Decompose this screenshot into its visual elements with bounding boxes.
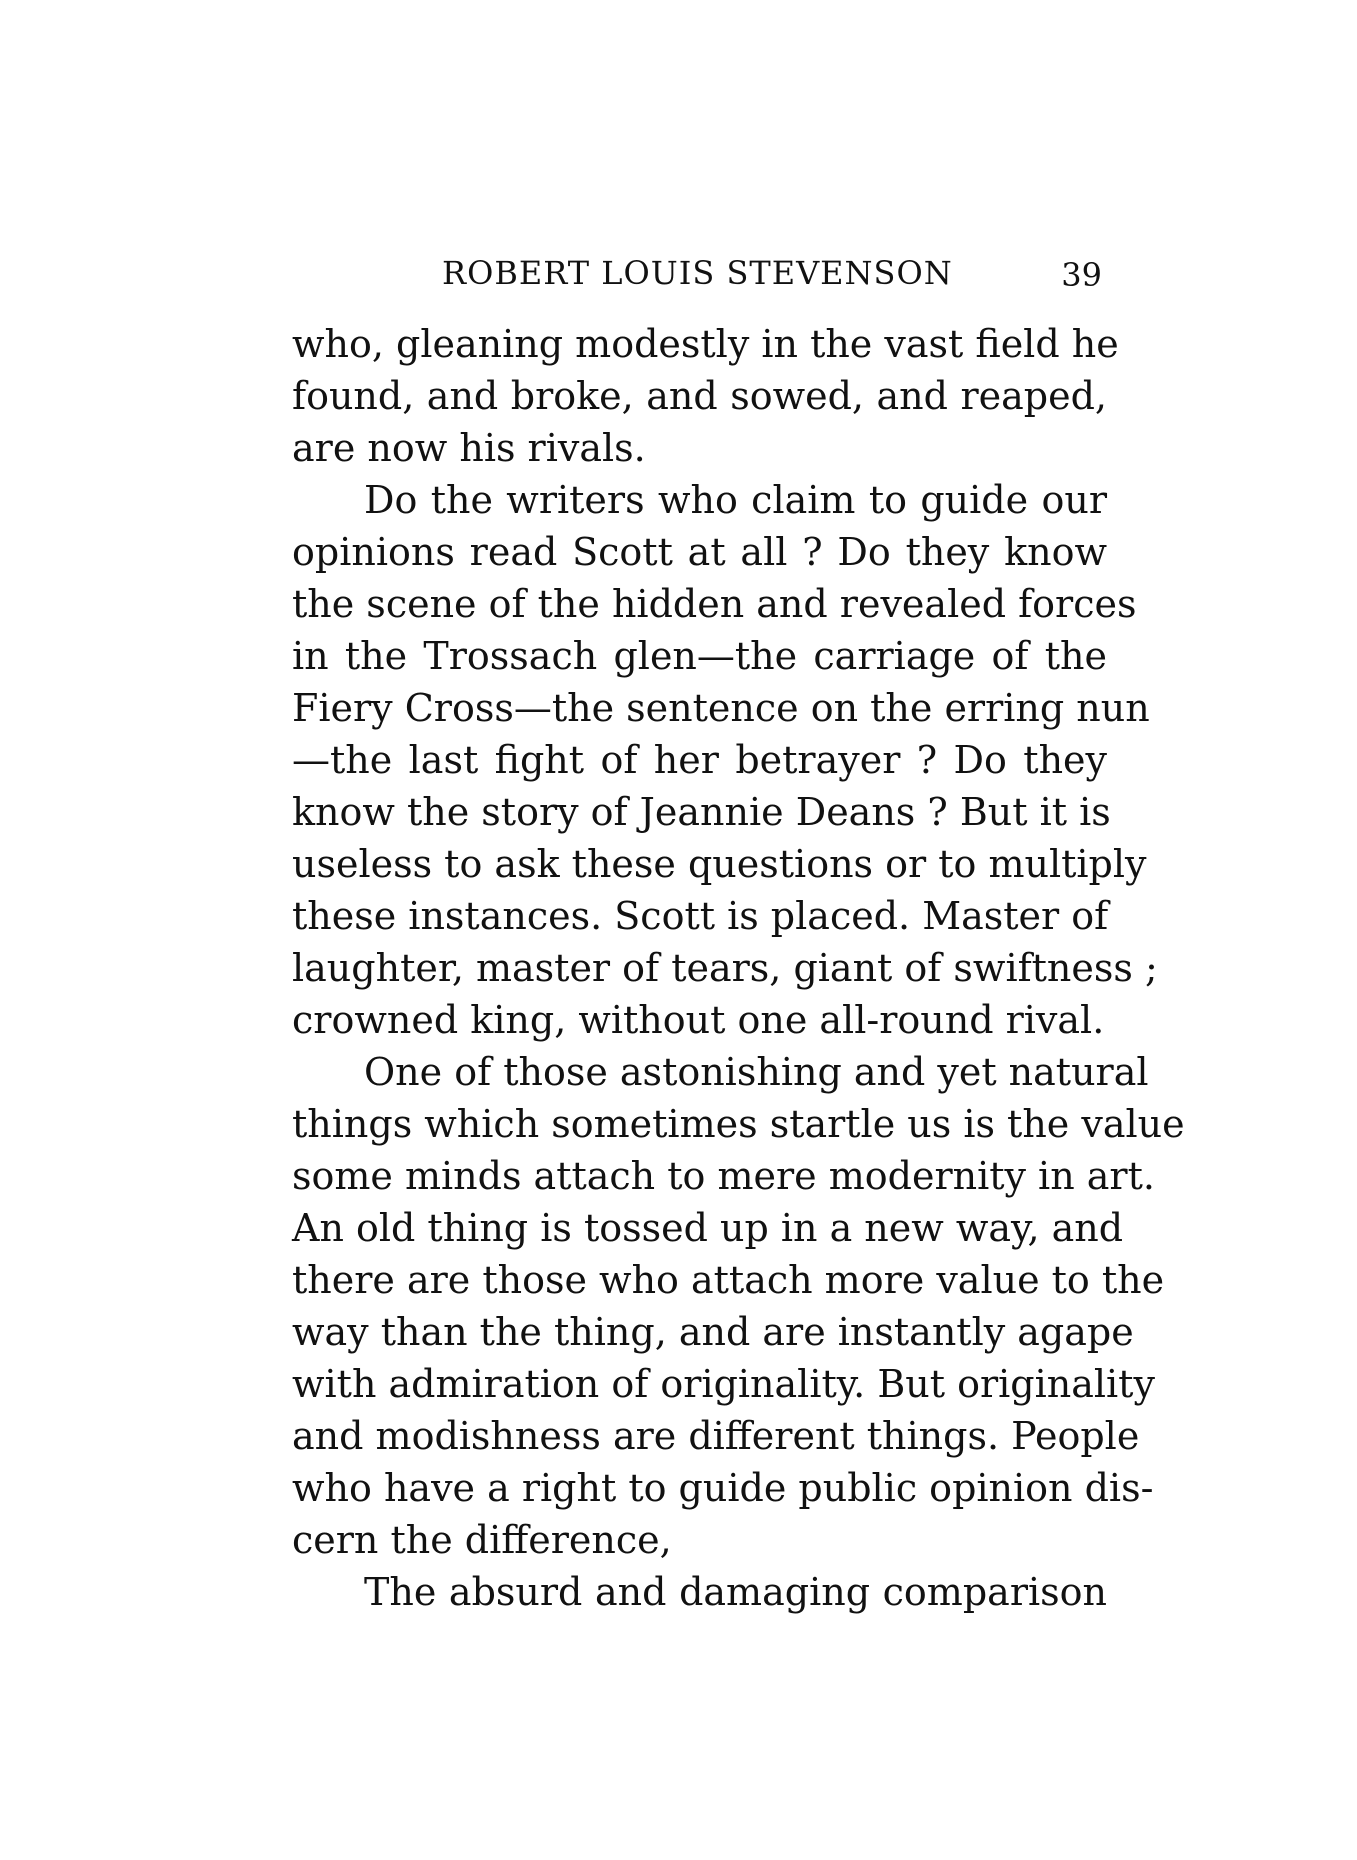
text-line: opinions read Scott at all ? Do they know <box>292 530 1107 574</box>
text-line: useless to ask these questions or to multiply <box>292 842 1147 886</box>
text-line: found, and broke, and sowed, and reaped, <box>292 374 1107 418</box>
text-line: in the Trossach glen—the carriage of the <box>292 634 1107 678</box>
body-text <box>292 318 1185 1618</box>
text-line: and modishness are different things. People <box>292 1414 1140 1458</box>
paragraph <box>292 1046 1185 1566</box>
text-line: things which sometimes startle us is the value <box>292 1102 1185 1146</box>
text-line: crowned king, without one all-round rival. <box>292 998 1105 1042</box>
text-line: who have a right to guide public opinion dis- <box>292 1466 1154 1510</box>
text-line: these instances. Scott is placed. Master of <box>292 894 1109 938</box>
text-line: cern the difference, <box>292 1518 672 1562</box>
running-title: ROBERT LOUIS STEVENSON <box>442 254 953 292</box>
text-line: some minds attach to mere modernity in art. <box>292 1154 1155 1198</box>
paragraph <box>292 318 1119 474</box>
text-line: with admiration of originality. But originality <box>292 1362 1155 1406</box>
text-line: Fiery Cross—the sentence on the erring nun <box>292 686 1150 730</box>
text-line: An old thing is tossed up in a new way, and <box>292 1206 1124 1250</box>
text-line: The absurd and damaging comparison <box>364 1570 1107 1614</box>
running-head <box>442 250 1102 300</box>
text-line: the scene of the hidden and revealed forces <box>292 582 1137 626</box>
paragraph <box>292 474 1158 1046</box>
text-line: who, gleaning modestly in the vast field he <box>292 322 1119 366</box>
text-line: One of those astonishing and yet natural <box>364 1050 1149 1094</box>
text-line: laughter, master of tears, giant of swiftness ; <box>292 946 1158 990</box>
text-line: Do the writers who claim to guide our <box>364 478 1107 522</box>
text-line: know the story of Jeannie Deans ? But it is <box>292 790 1111 834</box>
text-line: there are those who attach more value to the <box>292 1258 1165 1302</box>
text-line: —the last fight of her betrayer ? Do they <box>292 738 1107 782</box>
paragraph <box>292 1566 1107 1618</box>
text-line: way than the thing, and are instantly agape <box>292 1310 1134 1354</box>
page-number: 39 <box>1061 256 1102 294</box>
text-line: are now his rivals. <box>292 426 646 470</box>
